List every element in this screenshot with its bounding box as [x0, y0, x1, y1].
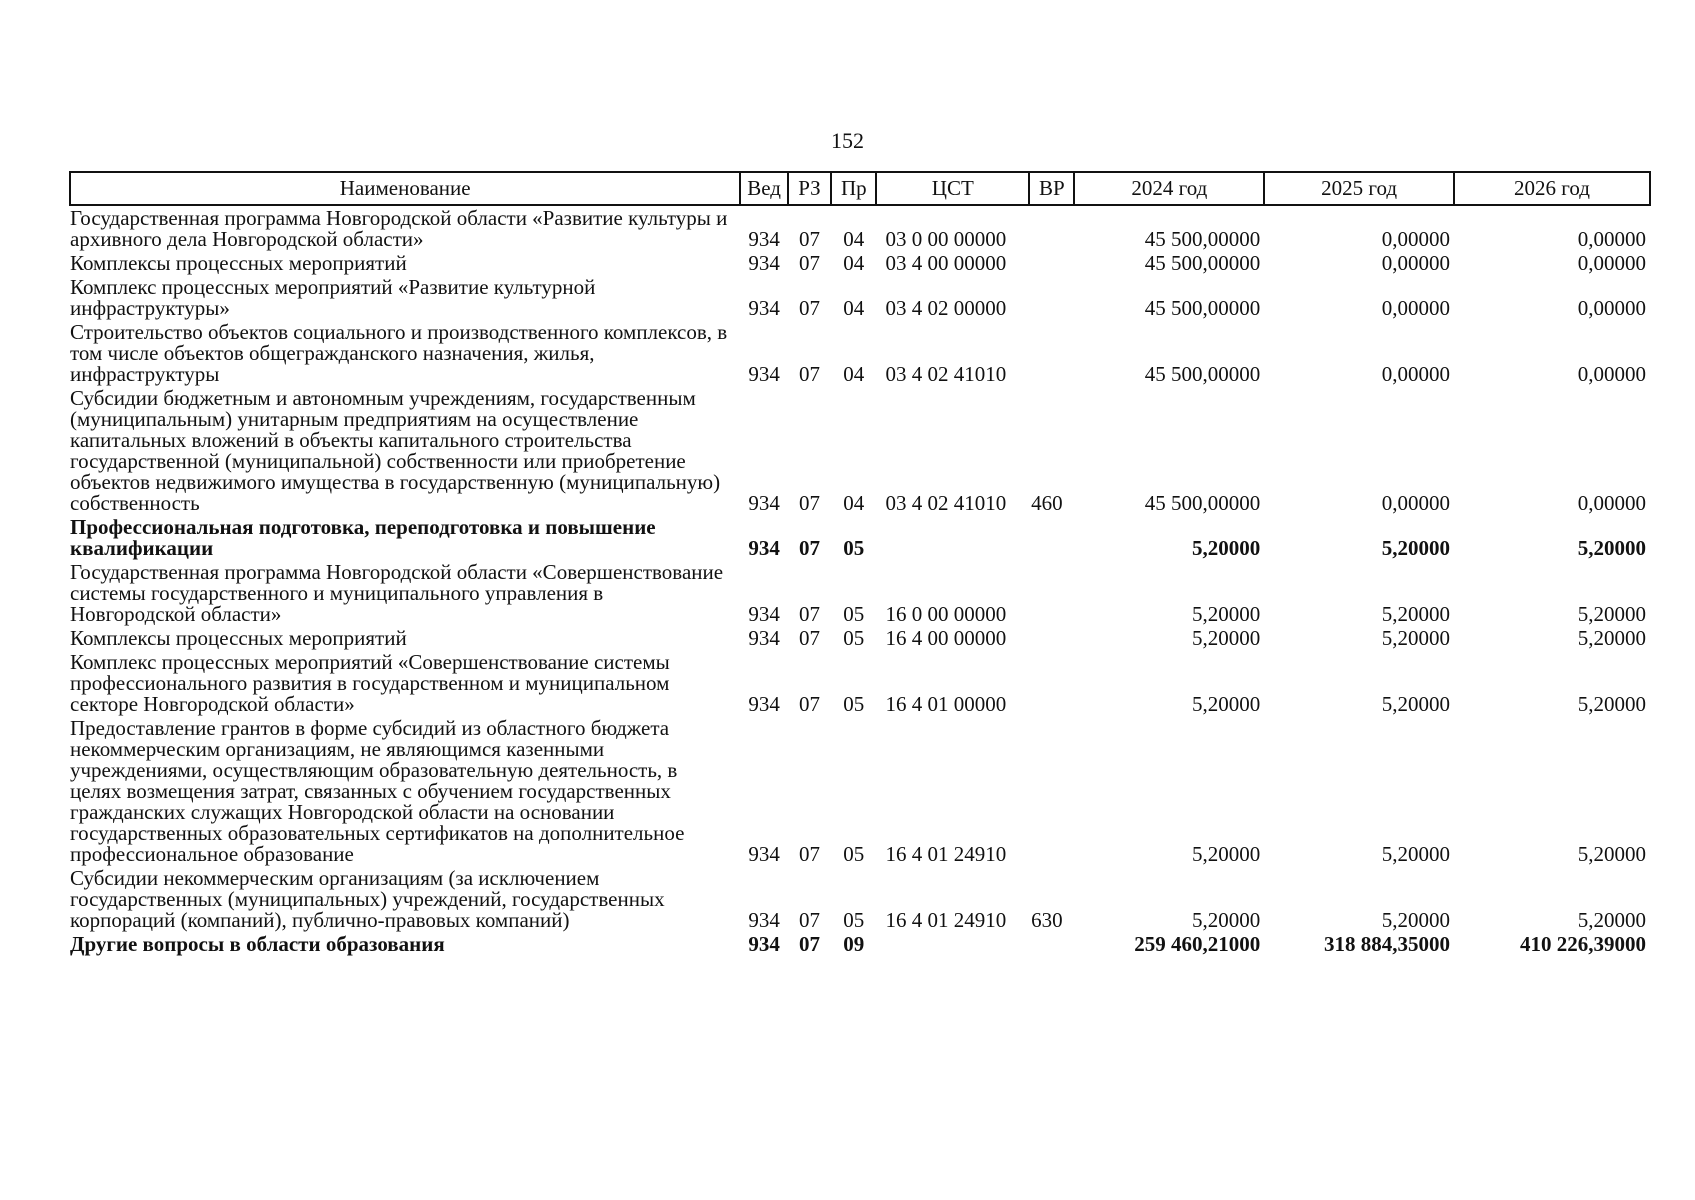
cell-ved: 934 — [748, 362, 780, 386]
cell-name: Комплексы процессных мероприятий — [70, 251, 407, 275]
cell-2025: 0,00000 — [1381, 227, 1450, 251]
cell-2025: 5,20000 — [1381, 692, 1450, 716]
cell-2026: 5,20000 — [1577, 842, 1646, 866]
cell-name: Комплекс процессных мероприятий «Развитие культурной инфраструктуры» — [70, 275, 596, 320]
table-header — [70, 172, 1650, 205]
cell-ved: 934 — [748, 536, 780, 560]
cell-ved: 934 — [748, 491, 780, 515]
cell-ved: 934 — [748, 602, 780, 626]
cell-cst: 03 4 02 41010 — [885, 362, 1007, 386]
cell-pr: 04 — [843, 491, 865, 515]
table-row — [70, 251, 1650, 275]
cell-2024: 5,20000 — [1191, 692, 1261, 716]
cell-rz: 07 — [798, 692, 820, 716]
table-row — [70, 716, 1650, 866]
cell-2024: 5,20000 — [1191, 626, 1261, 650]
cell-cst: 16 4 01 24910 — [885, 842, 1007, 866]
cell-2025: 5,20000 — [1381, 908, 1450, 932]
cell-2026: 5,20000 — [1577, 602, 1646, 626]
cell-vr — [1029, 650, 1074, 716]
table-body — [70, 205, 1650, 956]
cell-2026: 5,20000 — [1577, 626, 1646, 650]
col-header-pr: Пр — [831, 172, 876, 205]
cell-cst — [876, 932, 1029, 956]
cell-ved: 934 — [748, 842, 780, 866]
cell-vr — [1029, 251, 1074, 275]
cell-cst: 16 0 00 00000 — [885, 602, 1007, 626]
cell-rz: 07 — [798, 296, 820, 320]
cell-vr — [1029, 515, 1074, 560]
cell-ved: 934 — [748, 296, 780, 320]
cell-pr: 04 — [843, 251, 865, 275]
page-number: 152 — [831, 128, 864, 153]
cell-2024: 5,20000 — [1191, 842, 1261, 866]
cell-name: Государственная программа Новгородской области «Совершенствование системы государственного и муниципального управления в Новгородской области» — [70, 560, 724, 626]
table-row — [70, 275, 1650, 320]
cell-2025: 5,20000 — [1381, 602, 1450, 626]
cell-vr — [1029, 560, 1074, 626]
col-header-2026: 2026 год — [1454, 172, 1650, 205]
cell-cst: 03 4 00 00000 — [885, 251, 1007, 275]
cell-pr: 05 — [843, 842, 865, 866]
cell-ved: 934 — [748, 932, 780, 956]
cell-pr: 05 — [843, 908, 865, 932]
cell-name: Комплексы процессных мероприятий — [70, 626, 407, 650]
cell-2025: 0,00000 — [1381, 251, 1450, 275]
col-header-ved: Вед — [740, 172, 787, 205]
cell-2024: 45 500,00000 — [1144, 227, 1261, 251]
cell-cst: 16 4 01 00000 — [885, 692, 1007, 716]
cell-name: Строительство объектов социального и производственного комплексов, в том числе объектов общегражданского назначения, жилья, инфраструктуры — [70, 320, 728, 386]
cell-pr: 09 — [843, 932, 865, 956]
cell-name: Субсидии некоммерческим организациям (за исключением государственных (муниципальных) учреждений, государственных корпораций (компаний), публично-правовых компаний) — [70, 866, 665, 932]
cell-2024: 5,20000 — [1191, 536, 1261, 560]
cell-2025: 0,00000 — [1381, 362, 1450, 386]
cell-rz: 07 — [798, 251, 820, 275]
cell-rz: 07 — [798, 908, 820, 932]
cell-2026: 5,20000 — [1577, 908, 1646, 932]
cell-2025: 5,20000 — [1381, 536, 1450, 560]
cell-name: Государственная программа Новгородской области «Развитие культуры и архивного дела Новгородской области» — [70, 206, 728, 251]
cell-2024: 45 500,00000 — [1144, 491, 1261, 515]
cell-vr — [1029, 626, 1074, 650]
cell-2024: 45 500,00000 — [1144, 251, 1261, 275]
cell-cst: 03 4 02 00000 — [885, 296, 1007, 320]
col-header-name: Наименование — [70, 172, 740, 205]
cell-2025: 318 884,35000 — [1323, 932, 1450, 956]
table-row — [70, 386, 1650, 515]
cell-vr: 460 — [1031, 491, 1063, 515]
cell-rz: 07 — [798, 602, 820, 626]
cell-vr — [1029, 932, 1074, 956]
cell-name: Профессиональная подготовка, переподготовка и повышение квалификации — [70, 515, 656, 560]
cell-ved: 934 — [748, 626, 780, 650]
cell-ved: 934 — [748, 251, 780, 275]
table-row — [70, 515, 1650, 560]
cell-vr: 630 — [1031, 908, 1063, 932]
cell-pr: 05 — [843, 626, 865, 650]
cell-pr: 05 — [843, 536, 865, 560]
table-row — [70, 205, 1650, 251]
cell-2024: 5,20000 — [1191, 908, 1261, 932]
cell-cst: 16 4 00 00000 — [885, 626, 1007, 650]
cell-2025: 0,00000 — [1381, 491, 1450, 515]
cell-vr — [1029, 716, 1074, 866]
cell-2024: 45 500,00000 — [1144, 362, 1261, 386]
cell-rz: 07 — [798, 626, 820, 650]
table-row — [70, 866, 1650, 932]
cell-cst: 16 4 01 24910 — [885, 908, 1007, 932]
cell-2025: 5,20000 — [1381, 842, 1450, 866]
cell-name: Предоставление грантов в форме субсидий из областного бюджета некоммерческим организациям, не являющимся казенными учреждениями, осуществляющим образовательную деятельность, в целях возмещения затрат, связанных с обучением государственных гражданских служащих Новгородской области на основании государственных образовательных сертификатов на дополнительное профессиональное образование — [70, 716, 685, 866]
cell-2026: 0,00000 — [1577, 296, 1646, 320]
cell-pr: 04 — [843, 296, 865, 320]
cell-cst: 03 4 02 41010 — [885, 491, 1007, 515]
cell-rz: 07 — [798, 932, 820, 956]
cell-name: Комплекс процессных мероприятий «Совершенствование системы профессионального развития в государственном и муниципальном секторе Новгородской области» — [70, 650, 670, 716]
cell-2026: 5,20000 — [1577, 692, 1646, 716]
cell-ved: 934 — [748, 227, 780, 251]
cell-2026: 5,20000 — [1577, 536, 1646, 560]
cell-rz: 07 — [798, 491, 820, 515]
cell-2026: 0,00000 — [1577, 251, 1646, 275]
cell-2024: 259 460,21000 — [1134, 932, 1261, 956]
cell-rz: 07 — [798, 536, 820, 560]
col-header-2024: 2024 год — [1074, 172, 1264, 205]
cell-pr: 05 — [843, 602, 865, 626]
cell-2026: 0,00000 — [1577, 227, 1646, 251]
cell-2025: 0,00000 — [1381, 296, 1450, 320]
cell-rz: 07 — [798, 227, 820, 251]
cell-cst: 03 0 00 00000 — [885, 227, 1007, 251]
cell-ved: 934 — [748, 692, 780, 716]
cell-ved: 934 — [748, 908, 780, 932]
table-row — [70, 932, 1650, 956]
col-header-rz: РЗ — [788, 172, 831, 205]
col-header-vr: ВР — [1029, 172, 1074, 205]
cell-2024: 45 500,00000 — [1144, 296, 1261, 320]
table-row — [70, 626, 1650, 650]
cell-rz: 07 — [798, 362, 820, 386]
cell-name: Другие вопросы в области образования — [70, 932, 445, 956]
cell-pr: 05 — [843, 692, 865, 716]
cell-2026: 0,00000 — [1577, 491, 1646, 515]
table-row — [70, 560, 1650, 626]
cell-2026: 0,00000 — [1577, 362, 1646, 386]
cell-vr — [1029, 275, 1074, 320]
table-row — [70, 650, 1650, 716]
cell-pr: 04 — [843, 362, 865, 386]
cell-vr — [1029, 205, 1074, 251]
cell-cst — [876, 515, 1029, 560]
cell-2026: 410 226,39000 — [1520, 932, 1646, 956]
cell-2025: 5,20000 — [1381, 626, 1450, 650]
cell-pr: 04 — [843, 227, 865, 251]
cell-vr — [1029, 320, 1074, 386]
cell-name: Субсидии бюджетным и автономным учреждениям, государственным (муниципальным) унитарным предприятиям на осуществление капитальных вложений в объекты капитального строительства государственной (муниципальной) собственности или приобретение объектов недвижимого имущества в государственную (муниципальную) собственность — [70, 386, 721, 515]
cell-rz: 07 — [798, 842, 820, 866]
cell-2024: 5,20000 — [1191, 602, 1261, 626]
budget-table — [69, 171, 1651, 956]
table-row — [70, 320, 1650, 386]
col-header-cst: ЦСТ — [876, 172, 1029, 205]
col-header-2025: 2025 год — [1264, 172, 1454, 205]
